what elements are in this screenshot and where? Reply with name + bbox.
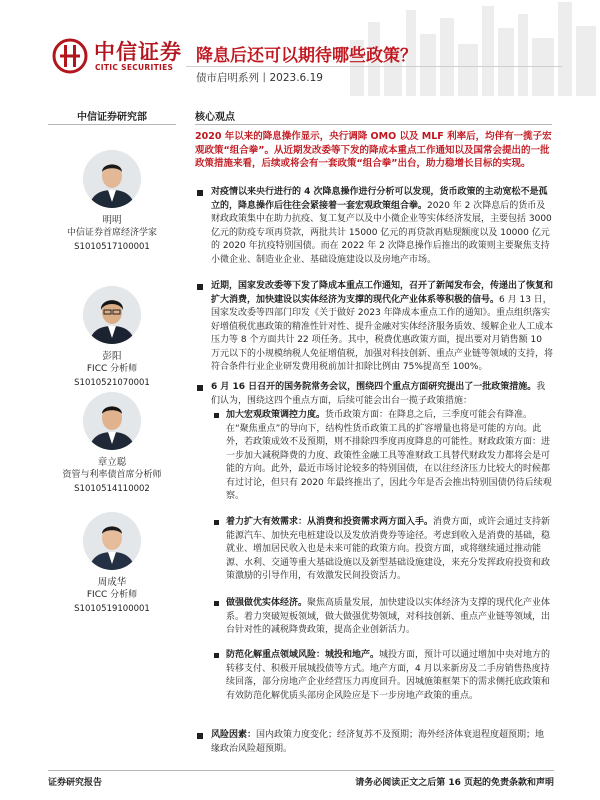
subpoint-body: 货币政策方面：在降息之后，三季度可能会有降准。在“聚焦重点”的导向下，结构性货币政策工具的扩容增量也将是可能的方向。此外，若政策成效不及预期，则不排除四季度再度降息的可能性。财政政策方面：进一步加大减税降费的力度、政策性金融工具等准财政工具替代财政发力都将会是可能的方向。此外，最近市场讨论较多的特别国债，在以往经济压力比较大的时候都有过讨论，但只有 2020 年最终推出了，因此今年是否会推出特别国债仍待后续观察。	[226, 410, 552, 501]
policy-subpoint	[214, 649, 553, 703]
analyst-role: FICC 分析师	[86, 590, 138, 600]
risk-body: 国内政策力度变化；经济复苏不及预期；海外经济体衰退程度超预期；地缘政治风险超预期。	[211, 730, 545, 754]
header-divider	[186, 66, 562, 67]
analyst-license-id: S1010519100001	[74, 604, 150, 614]
analyst-role: 中信证券首席经济学家	[66, 228, 157, 238]
key-point	[197, 381, 553, 408]
bullet-square-icon	[214, 413, 219, 418]
person-photo-icon	[83, 286, 141, 344]
avatar	[83, 512, 141, 570]
brand-name-en: CITIC SECURITIES	[95, 63, 174, 72]
subpoint-body: 消费方面，或许会通过支持新能源汽车、加快充电桩建设以及发放消费券等途径。考虑到收入是消费的基础，稳就业、增加居民收入也是未来可能的政策方向。投资方面，或将继续通过推动能源、水利、交通等重大基础设施以及新型基础设施建设，来充分发挥政府投资和政策激励的引导作用，有效激发民间投资活力。	[226, 517, 551, 581]
avatar	[83, 392, 141, 450]
report-series-date: 债市启明系列丨2023.6.19	[196, 72, 323, 84]
research-dept-heading: 中信证券研究部	[77, 112, 147, 123]
risk-factors	[197, 729, 553, 756]
avatar	[83, 286, 141, 344]
bullet-square-icon	[197, 733, 203, 739]
report-title: 降息后还可以期待哪些政策？	[196, 46, 417, 66]
subpoint-lead: 着力扩大有效需求：从消费和投资需求两方面入手。	[226, 517, 434, 527]
analyst-card	[48, 392, 176, 496]
bullet-square-icon	[197, 190, 203, 196]
key-point	[197, 186, 553, 267]
citic-logo-icon	[52, 38, 88, 74]
analyst-name: 明明	[102, 215, 122, 226]
analyst-card	[48, 286, 176, 390]
bullet-square-icon	[214, 601, 219, 606]
analyst-name: 彭阳	[102, 351, 122, 362]
analyst-license-id: S1010521070001	[74, 378, 150, 388]
analyst-license-id: S1010514110002	[74, 484, 150, 494]
bullet-square-icon	[197, 284, 203, 290]
analyst-name: 章立聪	[97, 457, 127, 468]
core-view-heading: 核心观点	[195, 112, 235, 123]
key-point-lead: 近期，国家发改委等下发了降成本重点工作通知，召开了新闻发布会，传递出了恢复和扩大消费，加快建设以实体经济为支撑的现代化产业体系等积极的信号。	[211, 281, 554, 305]
avatar	[83, 150, 141, 208]
policy-subpoint	[214, 409, 553, 504]
subpoint-body: 聚焦高质量发展，加快建设以实体经济为支撑的现代化产业体系。着力突破短板领域，做大做强优势领域，对科技创新、重点产业链等领域，出台针对性的减税降费政策，提高企业创新活力。	[226, 598, 551, 635]
policy-subpoint	[214, 516, 553, 584]
key-point-lead: 6 月 16 日召开的国务院常务会议，围绕四个重点方面研究提出了一批政策措施。	[211, 382, 537, 392]
key-point-lead: 对疫情以来央行进行的 4 次降息操作进行分析可以发现，货币政策的主动宽松不是孤立的，降息操作后往往会紧接着一套宏观政策组合拳。	[211, 187, 548, 211]
policy-subpoint	[214, 597, 553, 638]
bullet-square-icon	[197, 385, 203, 391]
footer-divider	[48, 770, 554, 771]
bullet-square-icon	[214, 653, 219, 658]
key-point	[197, 280, 553, 375]
key-point-body: 2020 年 2 次降息后的货币及财政政策集中在助力抗疫、复工复产以及中小微企业等实体经济发展，主要包括 3000 亿元的防疫专项再贷款，两批共计 15000 亿元的再贷款再贴现额度以及 10000 亿元的 2020 年抗疫特别国债。而在 2022 年 2 次降息操作后推出的政策则主要聚焦支持小微企业、制造业企业、基础设施建设以及房地产市场。	[211, 200, 552, 265]
subpoint-lead: 防范化解重点领域风险：城投和地产。	[226, 650, 380, 660]
analyst-role: FICC 分析师	[86, 364, 138, 374]
left-divider	[48, 124, 176, 125]
right-divider	[195, 124, 552, 125]
risk-lead: 风险因素：	[211, 730, 257, 740]
brand-name-cn: 中信证券	[94, 40, 182, 64]
subpoint-body: 城投方面，预计可以通过增加中央对地方的转移支付、积极开展城投债等方式。地产方面，4 月以来新房及二手房销售热度持续回落，部分房地产企业经营压力再度回升。因城施策框架下的需求侧托底政策和有效防范化解优质头部房企风险应是下一步房地产政策的重点。	[226, 650, 551, 701]
summary-intro: 2020 年以来的降息操作显示，央行调降 OMO 以及 MLF 利率后，均伴有一揽子宏观政策“组合拳”。从近期发改委等下发的降成本重点工作通知以及国常会提出的一批政策措施来看，后续或将会有一套政策“组合拳”出台，助力稳增长目标的实现。	[195, 131, 552, 170]
person-photo-icon	[83, 392, 141, 450]
analyst-role: 资管与利率债首席分析师	[62, 470, 162, 480]
footer-report-type: 证券研究报告	[48, 778, 103, 788]
analyst-card	[48, 150, 176, 254]
report-header	[0, 0, 600, 96]
analyst-name: 周成华	[97, 577, 127, 588]
key-point-body: 6 月 13 日，国家发改委等四部门印发《关于做好 2023 年降成本重点工作的通知》。重点组织落实好增值税优惠政策的精准性针对性、提升金融对实体经济服务质效、缓解企业人工成本压力等 8 个方面共计 22 项任务。其中，税费优惠政策方面，提出要对月销售额 10 万元以下的小规模纳税人免征增值税，加强对科技创新、重点产业链等领域的支持，将符合条件行业企业研发费用税前加计扣除比例由 75%提高至 100%。	[211, 294, 554, 372]
person-photo-icon	[83, 150, 141, 208]
footer-disclaimer-note: 请务必阅读正文之后第 16 页起的免责条款和声明	[355, 778, 554, 788]
subpoint-lead: 做强做优实体经济。	[226, 598, 308, 608]
analyst-card	[48, 512, 176, 616]
person-photo-icon	[83, 512, 141, 570]
subpoint-lead: 加大宏观政策调控力度。	[226, 410, 326, 420]
bullet-square-icon	[214, 520, 219, 525]
analyst-license-id: S1010517100001	[74, 242, 150, 252]
key-point-body: 我们认为，围绕这四个重点方面，后续可能会出台一揽子政策措施：	[211, 382, 546, 406]
